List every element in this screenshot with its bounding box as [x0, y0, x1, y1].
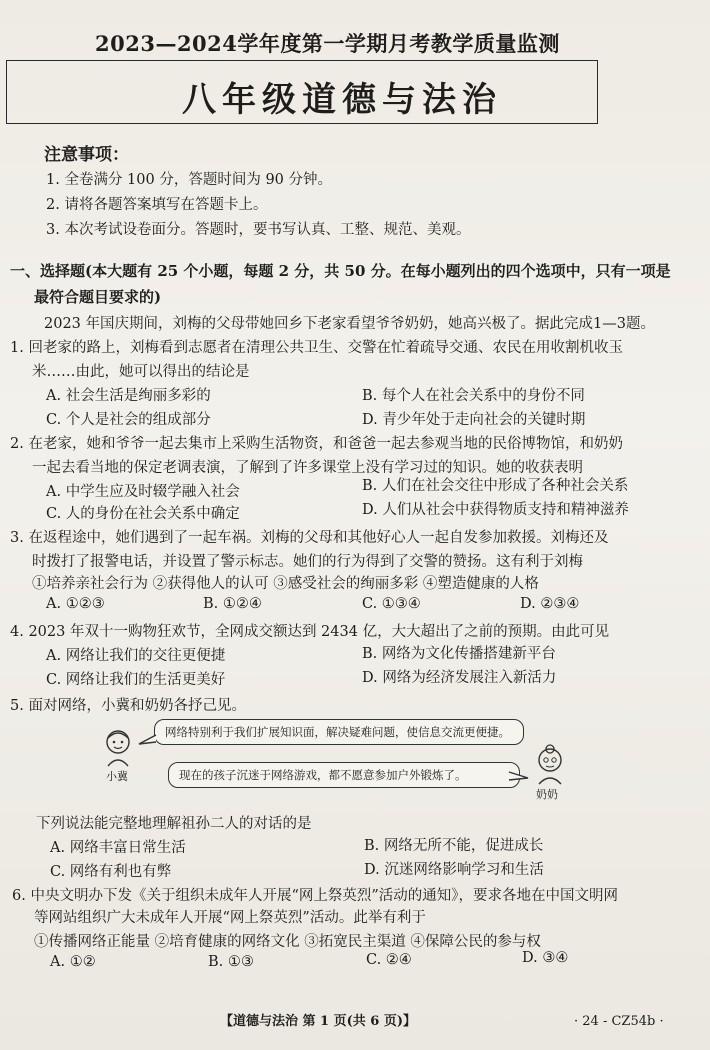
- q3-option-b: B. ①②④: [203, 596, 262, 612]
- q2-option-a: A. 中学生应及时辍学融入社会: [46, 484, 240, 500]
- q4-stem: 4. 2023 年双十一购物狂欢节，全网成交额达到 2434 亿，大大超出了之前的预期。由此可见: [10, 624, 610, 640]
- q3-stem-line1: 3. 在返程途中，她们遇到了一起车祸。刘梅的父母和其他好心人一起自发参加救援。刘梅还及: [10, 530, 609, 546]
- footer-code: · 24 - CZ54b ·: [574, 1014, 664, 1029]
- q2-option-b: B. 人们在社会交往中形成了各种社会关系: [362, 478, 629, 494]
- q4-option-d: D. 网络为经济发展注入新活力: [362, 670, 557, 686]
- grandma-bubble-tail: [508, 770, 530, 784]
- q1-stem-line1: 1. 回老家的路上，刘梅看到志愿者在清理公共卫生、交警在忙着疏导交通、农民在用收割机收玉: [10, 340, 623, 356]
- q1-option-b: B. 每个人在社会关系中的身份不同: [362, 388, 585, 404]
- q5-option-c: C. 网络有利也有弊: [50, 864, 172, 880]
- notes-title: 注意事项：: [44, 145, 129, 165]
- q6-option-d: D. ③④: [522, 950, 569, 966]
- q3-stem-line2: 时拨打了报警电话，并设置了警示标志。她们的行为得到了交警的赞扬。这有利于刘梅: [32, 554, 583, 570]
- q1-option-d: D. 青少年处于走向社会的关键时期: [362, 412, 586, 428]
- grandma-speech-bubble: 现在的孩子沉迷于网络游戏，都不愿意参加户外锻炼了。: [168, 762, 520, 788]
- note-item-2: 2. 请将各题答案填写在答题卡上。: [46, 197, 268, 213]
- q4-option-b: B. 网络为文化传播搭建新平台: [362, 646, 556, 662]
- q6-stem-line2: 等网站组织广大未成年人开展“网上祭英烈”活动。此举有利于: [34, 910, 426, 926]
- q1-option-a: A. 社会生活是绚丽多彩的: [46, 388, 211, 404]
- note-item-3: 3. 本次考试设卷面分。答题时，要书写认真、工整、规范、美观。: [46, 222, 471, 238]
- q5-question: 下列说法能完整地理解祖孙二人的对话的是: [36, 816, 312, 832]
- q5-option-b: B. 网络无所不能，促进成长: [364, 838, 544, 854]
- q3-option-d: D. ②③④: [520, 596, 580, 612]
- q1-option-c: C. 个人是社会的组成部分: [46, 412, 211, 428]
- section-heading-line1: 一、选择题(本大题有 25 个小题，每题 2 分，共 50 分。在每小题列出的四个选项中，只有一项是: [10, 262, 671, 280]
- q3-option-a: A. ①②③: [46, 596, 105, 612]
- section-intro: 2023 年国庆期间，刘梅的父母带她回乡下老家看望爷爷奶奶，她高兴极了。据此完成1—3题。: [44, 316, 655, 332]
- q6-stem-line1: 6. 中央文明办下发《关于组织未成年人开展“网上祭英烈”活动的通知》，要求各地在中国文明网: [12, 888, 619, 904]
- boy-speech-bubble: 网络特别利于我们扩展知识面，解决疑难问题，使信息交流更便捷。: [154, 719, 524, 745]
- grandma-name: 奶奶: [536, 788, 558, 801]
- q5-stem: 5. 面对网络，小冀和奶奶各抒己见。: [10, 698, 246, 714]
- q2-stem-line2: 一起去看当地的保定老调表演，了解到了许多课堂上没有学习过的知识。她的收获表明: [32, 460, 583, 476]
- boy-illustration: [100, 728, 136, 768]
- boy-name: 小冀: [106, 770, 128, 783]
- note-item-1: 1. 全卷满分 100 分，答题时间为 90 分钟。: [46, 172, 333, 188]
- q6-option-b: B. ①③: [208, 954, 254, 970]
- q4-option-c: C. 网络让我们的生活更美好: [46, 672, 226, 688]
- footer-page-info: 【道德与法治 第 1 页(共 6 页)】: [220, 1014, 417, 1029]
- subject-title: 八年级道德与法治: [182, 80, 502, 120]
- boy-bubble-tail: [138, 734, 158, 748]
- q5-option-a: A. 网络丰富日常生活: [50, 840, 186, 856]
- q6-option-a: A. ①②: [50, 954, 96, 970]
- q5-option-d: D. 沉迷网络影响学习和生活: [364, 862, 544, 878]
- section-heading-line2: 最符合题目要求的): [34, 288, 162, 306]
- q6-option-c: C. ②④: [366, 952, 412, 968]
- q1-stem-line2: 米……由此，她可以得出的结论是: [32, 364, 250, 380]
- q4-option-a: A. 网络让我们的交往更便捷: [46, 648, 226, 664]
- q6-statements: ①传播网络正能量 ②培育健康的网络文化 ③拓宽民主渠道 ④保障公民的参与权: [34, 934, 541, 950]
- q3-statements: ①培养亲社会行为 ②获得他人的认可 ③感受社会的绚丽多彩 ④塑造健康的人格: [32, 576, 539, 592]
- q2-option-c: C. 人的身份在社会关系中确定: [46, 506, 240, 522]
- exam-title: 2023—2024学年度第一学期月考教学质量监测: [95, 31, 560, 56]
- grandma-illustration: [530, 744, 570, 786]
- q2-stem-line1: 2. 在老家，她和爷爷一起去集市上采购生活物资，和爸爸一起去参观当地的民俗博物馆，和奶奶: [10, 436, 623, 452]
- q2-option-d: D. 人们从社会中获得物质支持和精神滋养: [362, 502, 629, 518]
- q3-option-c: C. ①③④: [362, 596, 421, 612]
